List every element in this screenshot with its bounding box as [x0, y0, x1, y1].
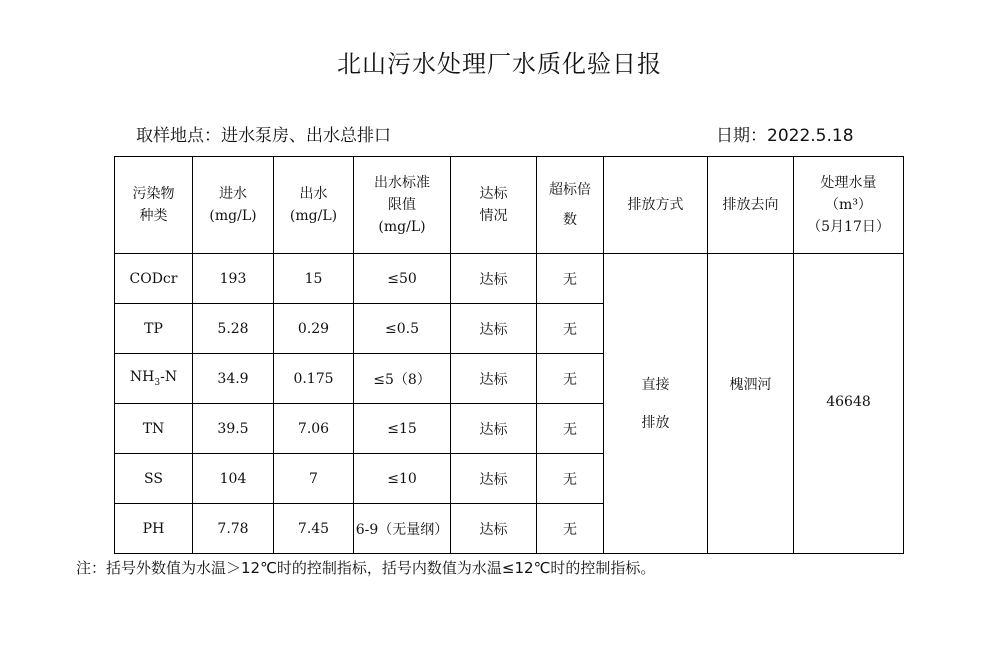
pollutant-cell: SS	[115, 454, 193, 504]
exceed-cell: 无	[537, 454, 604, 504]
inflow-cell: 39.5	[193, 404, 274, 454]
exceed-cell: 无	[537, 254, 604, 304]
exceed-cell: 无	[537, 354, 604, 404]
report-date: 日期：2022.5.18	[716, 126, 854, 146]
report-title: 北山污水处理厂水质化验日报	[337, 50, 662, 78]
outflow-cell: 7.45	[274, 504, 354, 554]
pollutant-cell: CODcr	[115, 254, 193, 304]
limit-cell: 6-9（无量纲）	[354, 504, 451, 554]
pollutant-cell: $NH_3-N$	[115, 354, 193, 404]
inflow-cell: 7.78	[193, 504, 274, 554]
footnote: 注：括号外数值为水温＞12℃时的控制指标，括号内数值为水温≤12℃时的控制指标。	[76, 559, 656, 577]
header-pollutant: 污染物 种类	[115, 157, 193, 254]
header-inflow: 进水 (mg/L)	[193, 157, 274, 254]
pollutant-cell: TN	[115, 404, 193, 454]
header-limit: 出水标准 限值 (mg/L)	[354, 157, 451, 254]
status-cell: 达标	[451, 404, 537, 454]
outflow-cell: 0.175	[274, 354, 354, 404]
status-cell: 达标	[451, 454, 537, 504]
discharge-destination-cell: 槐泗河	[708, 254, 794, 554]
exceed-cell: 无	[537, 404, 604, 454]
header-destination: 排放去向	[708, 157, 794, 254]
header-outflow: 出水 (mg/L)	[274, 157, 354, 254]
header-method: 排放方式	[604, 157, 708, 254]
status-cell: 达标	[451, 504, 537, 554]
outflow-cell: 0.29	[274, 304, 354, 354]
status-cell: 达标	[451, 354, 537, 404]
outflow-cell: 15	[274, 254, 354, 304]
inflow-cell: 5.28	[193, 304, 274, 354]
header-row	[115, 157, 904, 254]
exceed-cell: 无	[537, 304, 604, 354]
limit-cell: ≤5（8）	[354, 354, 451, 404]
status-cell: 达标	[451, 304, 537, 354]
limit-cell: ≤10	[354, 454, 451, 504]
inflow-cell: 193	[193, 254, 274, 304]
header-exceed: 超标倍 数	[537, 157, 604, 254]
header-volume: 处理水量 （m³） （5月17日）	[794, 157, 904, 254]
outflow-cell: 7	[274, 454, 354, 504]
limit-cell: ≤15	[354, 404, 451, 454]
discharge-method-cell: 直接 排放	[604, 254, 708, 554]
table-row	[115, 254, 904, 304]
inflow-cell: 34.9	[193, 354, 274, 404]
limit-cell: ≤0.5	[354, 304, 451, 354]
pollutant-cell: PH	[115, 504, 193, 554]
inflow-cell: 104	[193, 454, 274, 504]
sampling-location: 取样地点：进水泵房、出水总排口	[136, 126, 391, 146]
outflow-cell: 7.06	[274, 404, 354, 454]
pollutant-cell: TP	[115, 304, 193, 354]
header-status: 达标 情况	[451, 157, 537, 254]
exceed-cell: 无	[537, 504, 604, 554]
treated-volume-cell: 46648	[794, 254, 904, 554]
limit-cell: ≤50	[354, 254, 451, 304]
water-quality-table	[114, 156, 904, 554]
status-cell: 达标	[451, 254, 537, 304]
